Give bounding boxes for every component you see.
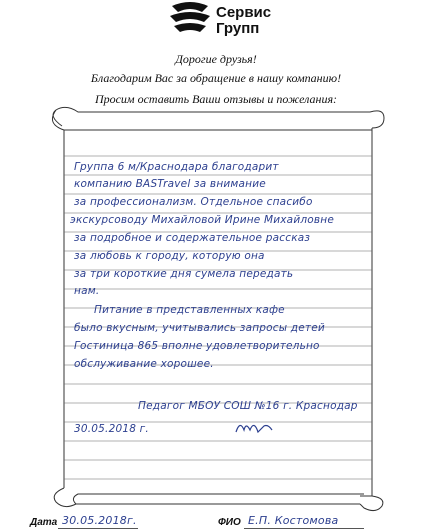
letter-line: за любовь к городу, которую она bbox=[74, 250, 265, 262]
footer bbox=[0, 514, 432, 530]
letter-line: Гостиница 865 вполне удовлетворительно bbox=[74, 340, 320, 352]
greeting-text: Дорогие друзья! bbox=[175, 52, 257, 66]
brand-name-line1: Сервис bbox=[216, 4, 272, 21]
handwritten-signature bbox=[234, 418, 274, 438]
date-underline bbox=[58, 528, 138, 529]
letter-line: экскурсоводу Михайловой Ирине Михайловне bbox=[70, 214, 334, 226]
letter-line: нам. bbox=[74, 285, 100, 297]
date-value: 30.05.2018г. bbox=[62, 514, 137, 527]
fio-value: Е.П. Костомова bbox=[248, 514, 339, 527]
letter-date-line: 30.05.2018 г. bbox=[74, 423, 149, 435]
letter-line: за профессионализм. Отдельное спасибо bbox=[74, 196, 313, 208]
brand-name-line2: Групп bbox=[216, 20, 260, 37]
fio-underline bbox=[244, 528, 364, 529]
letter-line: компанию BASTravel за внимание bbox=[74, 178, 266, 190]
date-label: Дата bbox=[30, 517, 58, 528]
letter-signature-line: Педагог МБОУ СОШ №16 г. Краснодар bbox=[138, 400, 358, 412]
letter-line: за три короткие дня сумела передать bbox=[74, 268, 294, 280]
fio-label: ФИО bbox=[218, 517, 241, 528]
letter-line: Питание в представленных кафе bbox=[94, 304, 285, 316]
letter-line: было вкусным, учитывались запросы детей bbox=[74, 322, 325, 334]
request-text: Просим оставить Ваши отзывы и пожелания: bbox=[94, 92, 338, 106]
letter-line: за подробное и содержательное рассказ bbox=[74, 232, 311, 244]
letter-line: Группа 6 м/Краснодара благодарит bbox=[74, 161, 279, 173]
thanks-text: Благодарим Вас за обращение в нашу компанию! bbox=[90, 71, 342, 85]
letter-line: обслуживание хорошее. bbox=[74, 358, 214, 370]
